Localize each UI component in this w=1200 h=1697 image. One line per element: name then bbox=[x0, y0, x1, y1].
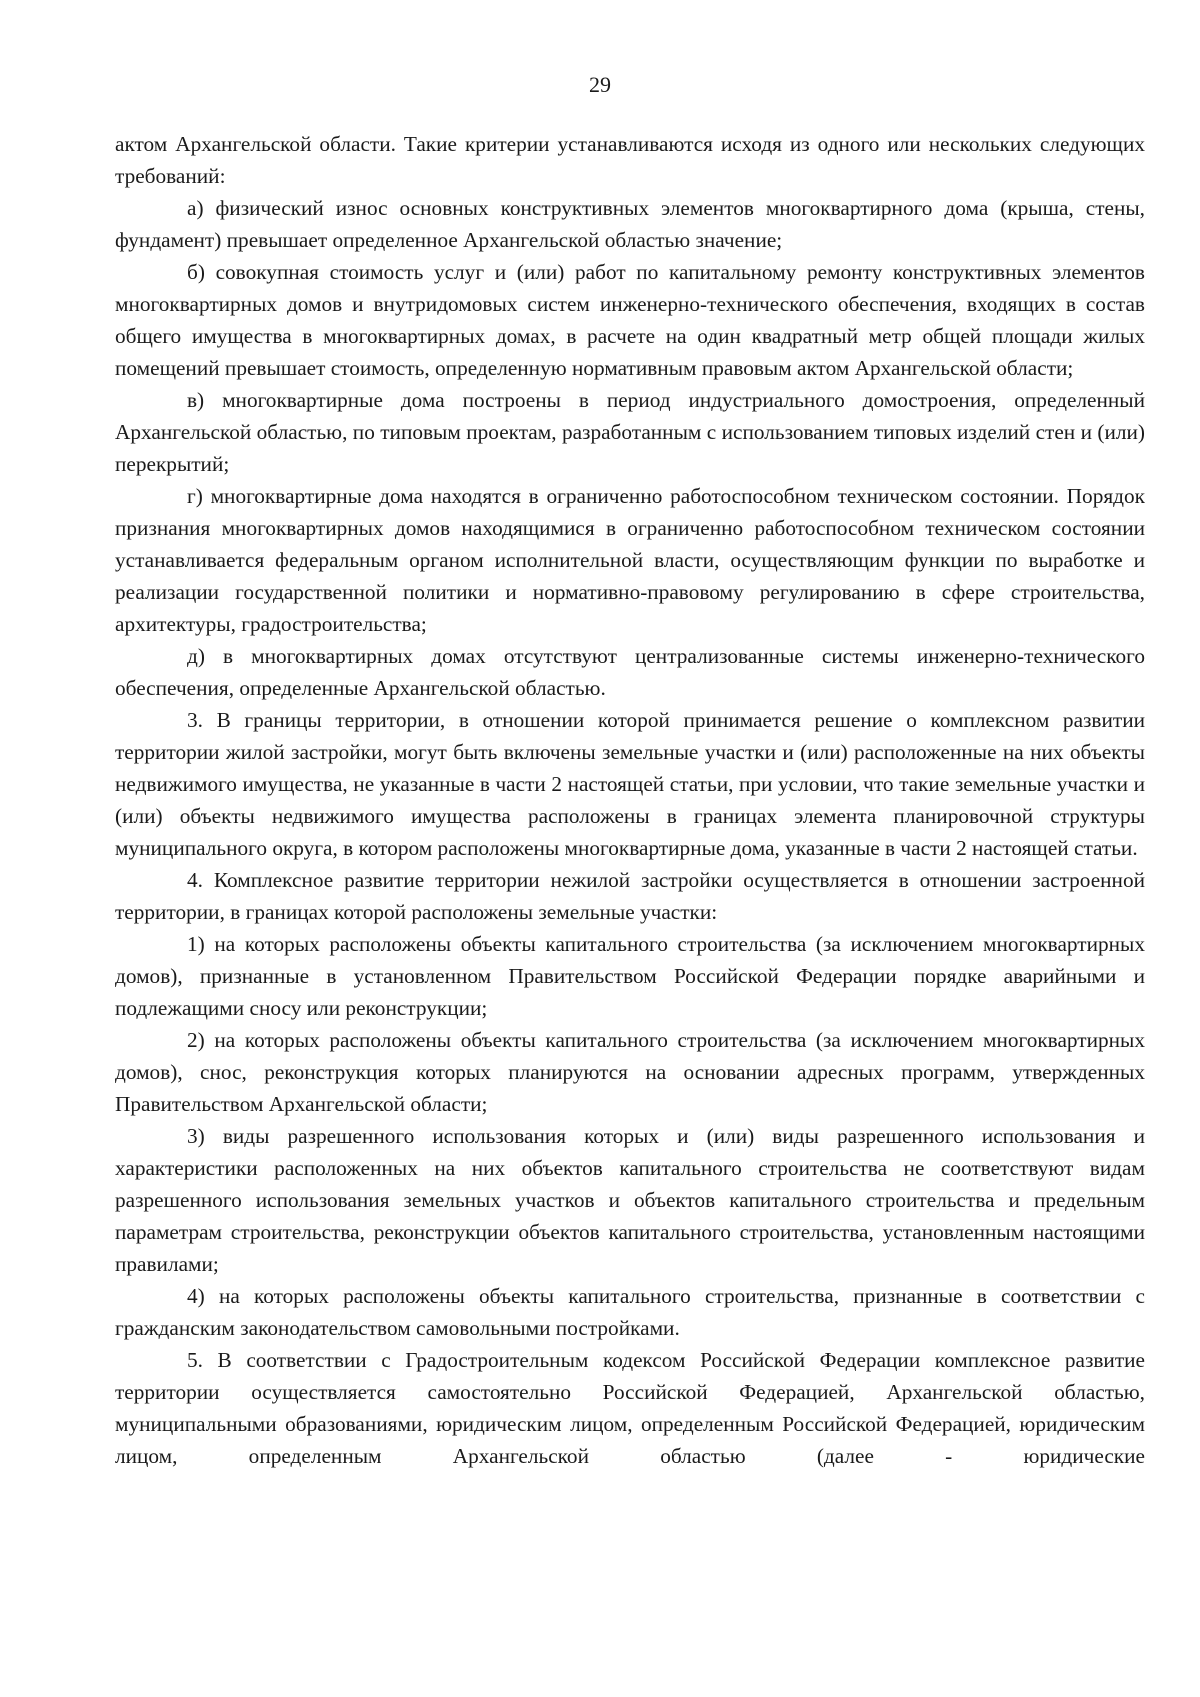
paragraph-item-b: б) совокупная стоимость услуг и (или) работ по капитальному ремонту конструктивных элементов многоквартирных домов и внутридомовых систем инженерно-технического обеспечения, входящих в состав общего имущества в многоквартирных домах, в расчете на один квадратный метр общей площади жилых помещений превышает стоимость, определенную нормативным правовым актом Архангельской области; bbox=[115, 260, 1145, 380]
page-number: 29 bbox=[589, 72, 611, 97]
paragraph-section-3: 3. В границы территории, в отношении которой принимается решение о комплексном развитии территории жилой застройки, могут быть включены земельные участки и (или) расположенные на них объекты недвижимого имущества, не указанные в части 2 настоящей статьи, при условии, что такие земельные участки и (или) объекты недвижимого имущества расположены в границах элемента планировочной структуры муниципального округа, в котором расположены многоквартирные дома, указанные в части 2 настоящей статьи. bbox=[115, 708, 1145, 860]
paragraph-item-4: 4) на которых расположены объекты капитального строительства, признанные в соответствии с гражданским законодательством самовольными постройками. bbox=[115, 1284, 1145, 1340]
paragraph-section-5: 5. В соответствии с Градостроительным кодексом Российской Федерации комплексное развитие территории осуществляется самостоятельно Российской Федерацией, Архангельской областью, муниципальными образованиями, юридическим лицом, определенным Российской Федерацией, юридическим лицом, определенным Архангельской областью (далее - юридические bbox=[115, 1348, 1145, 1468]
paragraph-section-4: 4. Комплексное развитие территории нежилой застройки осуществляется в отношении застроенной территории, в границах которой расположены земельные участки: bbox=[115, 868, 1145, 924]
paragraph-criteria-intro: актом Архангельской области. Такие критерии устанавливаются исходя из одного или нескольких следующих требований: bbox=[115, 132, 1145, 188]
paragraph-item-2: 2) на которых расположены объекты капитального строительства (за исключением многоквартирных домов), снос, реконструкция которых планируются на основании адресных программ, утвержденных Правительством Архангельской области; bbox=[115, 1028, 1145, 1116]
paragraph-item-3: 3) виды разрешенного использования которых и (или) виды разрешенного использования и характеристики расположенных на них объектов капитального строительства не соответствуют видам разрешенного использования земельных участков и объектов капитального строительства и предельным параметрам строительства, реконструкции объектов капитального строительства, установленным настоящими правилами; bbox=[115, 1124, 1145, 1276]
paragraph-item-v: в) многоквартирные дома построены в период индустриального домостроения, определенный Архангельской областью, по типовым проектам, разработанным с использованием типовых изделий стен и (или) перекрытий; bbox=[115, 388, 1145, 476]
document-body bbox=[115, 128, 1145, 1472]
paragraph-item-g: г) многоквартирные дома находятся в ограниченно работоспособном техническом состоянии. Порядок признания многоквартирных домов находящимися в ограниченно работоспособном техническом состоянии устанавливается федеральным органом исполнительной власти, осуществляющим функции по выработке и реализации государственной политики и нормативно-правовому регулированию в сфере строительства, архитектуры, градостроительства; bbox=[115, 484, 1145, 636]
paragraph-item-a: а) физический износ основных конструктивных элементов многоквартирного дома (крыша, стены, фундамент) превышает определенное Архангельской областью значение; bbox=[115, 196, 1145, 252]
paragraph-item-1: 1) на которых расположены объекты капитального строительства (за исключением многоквартирных домов), признанные в установленном Правительством Российской Федерации порядке аварийными и подлежащими сносу или реконструкции; bbox=[115, 932, 1145, 1020]
paragraph-item-d: д) в многоквартирных домах отсутствуют централизованные системы инженерно-технического обеспечения, определенные Архангельской областью. bbox=[115, 644, 1145, 700]
